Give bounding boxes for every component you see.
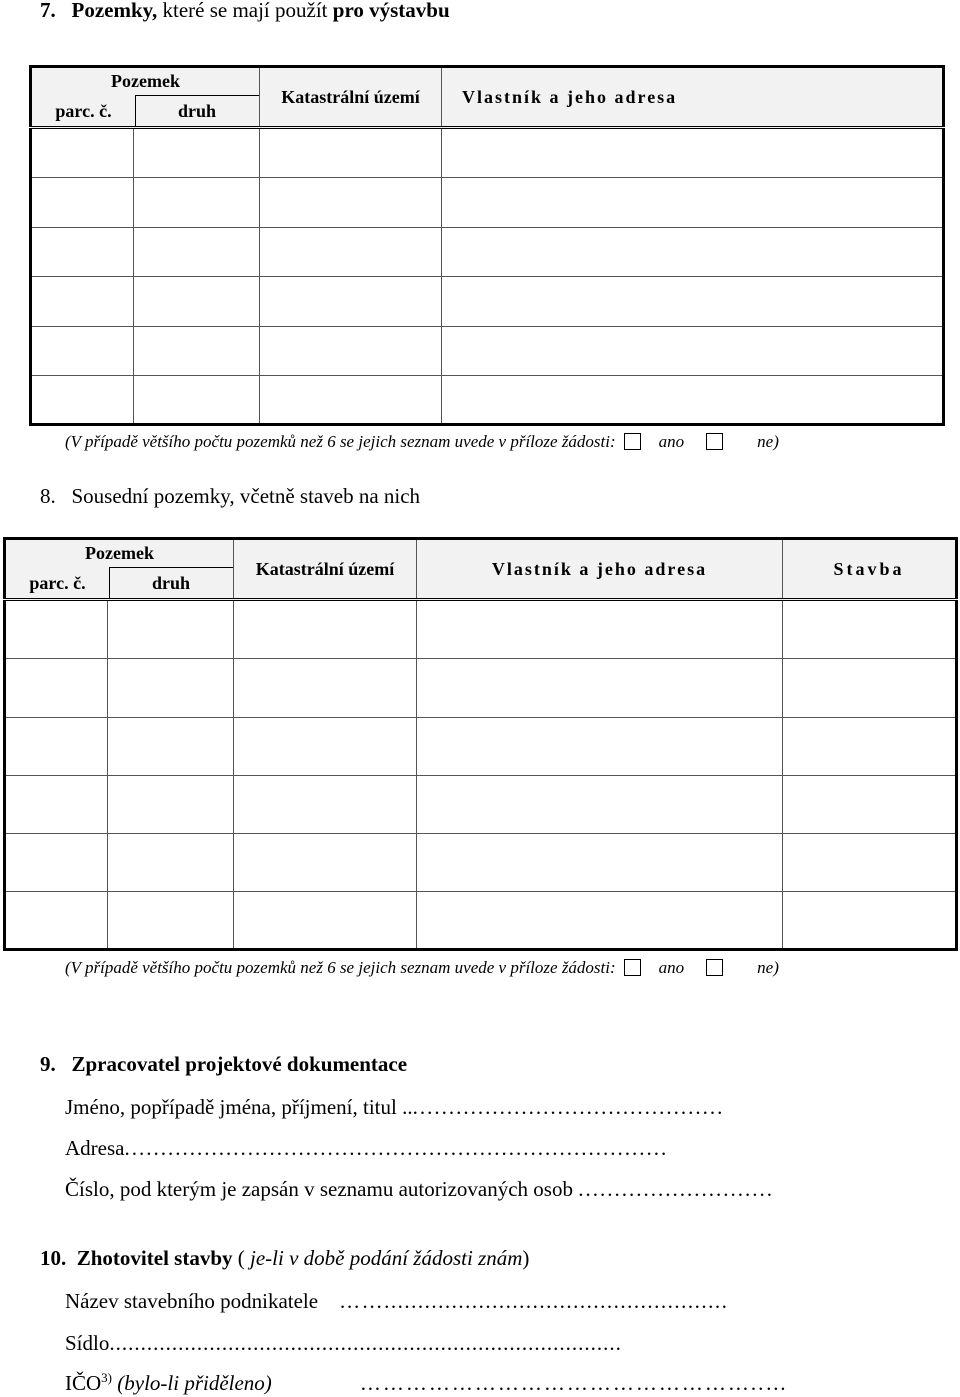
heading-title: Zpracovatel projektové dokumentace: [71, 1052, 408, 1076]
table-row: [5, 776, 957, 834]
header-pozemek: [31, 67, 260, 128]
cell-druh[interactable]: [108, 776, 234, 834]
cell-parc[interactable]: [31, 376, 134, 425]
cell-vlastnik[interactable]: [417, 776, 783, 834]
cell-vlastnik[interactable]: [417, 718, 783, 776]
cell-parc[interactable]: [5, 600, 108, 659]
table-row: [31, 128, 944, 178]
cell-katastralni[interactable]: [260, 277, 442, 327]
checkbox-ne[interactable]: [706, 959, 723, 976]
heading-bold-2: pro výstavbu: [332, 0, 450, 22]
cell-vlastnik[interactable]: [417, 600, 783, 659]
cell-katastralni[interactable]: [234, 718, 417, 776]
cell-katastralni[interactable]: [260, 376, 442, 425]
table-row: [5, 892, 957, 950]
field-label: Sídlo: [65, 1331, 110, 1355]
table-row: [5, 718, 957, 776]
field-dots: ……...................................................: [339, 1289, 729, 1313]
section-7-heading: [40, 0, 450, 23]
field-label: IČO: [65, 1371, 102, 1395]
neighbour-note: [65, 958, 779, 978]
designer-address-line[interactable]: [65, 1136, 668, 1161]
cell-druh[interactable]: [134, 228, 260, 277]
table-row: [31, 376, 944, 425]
header-divider: [135, 95, 259, 96]
section-number: 9.: [40, 1052, 56, 1076]
header-pozemek-label: Pozemek: [111, 71, 180, 91]
cell-parc[interactable]: [31, 128, 134, 178]
cell-vlastnik[interactable]: [442, 228, 944, 277]
label-ne: ne): [757, 432, 779, 451]
field-label: Číslo, pod kterým je zapsán v seznamu autorizovaných osob: [65, 1177, 573, 1201]
field-label-italic: (bylo-li přiděleno): [112, 1371, 272, 1395]
field-dots: ..................................................................................: [109, 1331, 622, 1355]
cell-katastralni[interactable]: [234, 776, 417, 834]
checkbox-ano[interactable]: [624, 433, 641, 450]
cell-vlastnik[interactable]: [442, 277, 944, 327]
field-dots: ……………………………………………..…: [359, 1371, 789, 1395]
header-divider: [109, 567, 233, 568]
header-parc: parc. č.: [29, 573, 86, 593]
checkbox-ne[interactable]: [706, 433, 723, 450]
cell-parc[interactable]: [31, 178, 134, 228]
cell-vlastnik[interactable]: [417, 834, 783, 892]
table-row: [5, 834, 957, 892]
table-row: [31, 277, 944, 327]
heading-italic: je-li v době podání žádosti znám: [250, 1246, 523, 1270]
header-katastralni: Katastrální území: [234, 539, 417, 600]
note-text: (V případě většího počtu pozemků než 6 se jejich seznam uvede v příloze žádosti:: [65, 432, 616, 451]
section-10-heading: [40, 1246, 529, 1271]
section-number: 7.: [40, 0, 56, 22]
table-row: [5, 600, 957, 659]
cell-druh[interactable]: [134, 178, 260, 228]
contractor-seat-line[interactable]: [65, 1331, 622, 1356]
footnote-ref: 3): [101, 1370, 113, 1385]
cell-katastralni[interactable]: [260, 178, 442, 228]
cell-parc[interactable]: [31, 327, 134, 376]
cell-druh[interactable]: [108, 892, 234, 950]
cell-katastralni[interactable]: [260, 327, 442, 376]
label-ne: ne): [757, 958, 779, 977]
header-vlastnik: Vlastník a jeho adresa: [442, 67, 944, 128]
heading-paren: (: [232, 1246, 251, 1270]
cell-parc[interactable]: [5, 834, 108, 892]
cell-druh[interactable]: [108, 600, 234, 659]
designer-authorization-line[interactable]: [65, 1177, 774, 1202]
cell-druh[interactable]: [108, 718, 234, 776]
cell-druh[interactable]: [134, 376, 260, 425]
cell-stavba[interactable]: [783, 892, 957, 950]
contractor-ico-line[interactable]: [65, 1370, 788, 1396]
header-stavba: Stavba: [783, 539, 957, 600]
cell-druh[interactable]: [134, 327, 260, 376]
cell-parc[interactable]: [5, 892, 108, 950]
cell-vlastnik[interactable]: [417, 659, 783, 718]
cell-druh[interactable]: [108, 659, 234, 718]
heading-bold: Pozemky,: [71, 0, 158, 22]
section-8-heading: [40, 484, 420, 509]
cell-vlastnik[interactable]: [442, 327, 944, 376]
cell-parc[interactable]: [5, 718, 108, 776]
land-table: [29, 65, 945, 426]
cell-katastralni[interactable]: [234, 892, 417, 950]
header-druh: druh: [177, 101, 217, 121]
header-pozemek: [5, 539, 234, 600]
cell-stavba[interactable]: [783, 600, 957, 659]
heading-bold: Sousední pozemky: [71, 484, 230, 508]
section-9-heading: [40, 1052, 407, 1077]
field-dots: ...........................................: [412, 1095, 725, 1119]
cell-druh[interactable]: [108, 834, 234, 892]
note-text: (V případě většího počtu pozemků než 6 se jejich seznam uvede v příloze žádosti:: [65, 958, 616, 977]
cell-katastralni[interactable]: [234, 600, 417, 659]
cell-stavba[interactable]: [783, 659, 957, 718]
cell-vlastnik[interactable]: [442, 376, 944, 425]
neighbour-table: [3, 537, 958, 951]
cell-katastralni[interactable]: [234, 834, 417, 892]
cell-parc[interactable]: [5, 776, 108, 834]
cell-katastralni[interactable]: [260, 128, 442, 178]
cell-vlastnik[interactable]: [417, 892, 783, 950]
heading-paren: ): [522, 1246, 530, 1270]
cell-druh[interactable]: [134, 277, 260, 327]
heading-normal: které se mají použít: [157, 0, 333, 22]
heading-bold: Zhotovitel stavby: [76, 1246, 233, 1270]
table-row: [31, 178, 944, 228]
field-dots: ...........................: [578, 1177, 774, 1201]
field-dots: ...........................................................................: [124, 1136, 669, 1160]
cell-katastralni[interactable]: [260, 228, 442, 277]
contractor-name-line[interactable]: [65, 1289, 728, 1314]
header-pozemek-label: Pozemek: [85, 543, 154, 563]
cell-vlastnik[interactable]: [442, 178, 944, 228]
designer-name-line[interactable]: [65, 1095, 724, 1120]
land-note: [65, 432, 779, 452]
cell-parc[interactable]: [5, 659, 108, 718]
label-ano: ano: [658, 432, 685, 451]
cell-vlastnik[interactable]: [442, 128, 944, 178]
table-row: [31, 228, 944, 277]
cell-parc[interactable]: [31, 228, 134, 277]
section-number: 8.: [40, 484, 56, 508]
cell-druh[interactable]: [134, 128, 260, 178]
table-row: [5, 659, 957, 718]
field-label: Jméno, popřípadě jména, příjmení, titul ..: [65, 1095, 413, 1119]
field-label: Adresa: [65, 1136, 125, 1160]
table-row: [31, 327, 944, 376]
section-number: 10.: [40, 1246, 67, 1270]
field-label: Název stavebního podnikatele: [65, 1289, 319, 1313]
cell-stavba[interactable]: [783, 718, 957, 776]
cell-katastralni[interactable]: [234, 659, 417, 718]
header-parc: parc. č.: [55, 101, 112, 121]
header-vlastnik: Vlastník a jeho adresa: [417, 539, 783, 600]
header-katastralni: Katastrální území: [260, 67, 442, 128]
label-ano: ano: [658, 958, 685, 977]
heading-normal: , včetně staveb na nich: [229, 484, 421, 508]
cell-stavba[interactable]: [783, 834, 957, 892]
cell-parc[interactable]: [31, 277, 134, 327]
checkbox-ano[interactable]: [624, 959, 641, 976]
header-druh: druh: [151, 573, 191, 593]
cell-stavba[interactable]: [783, 776, 957, 834]
